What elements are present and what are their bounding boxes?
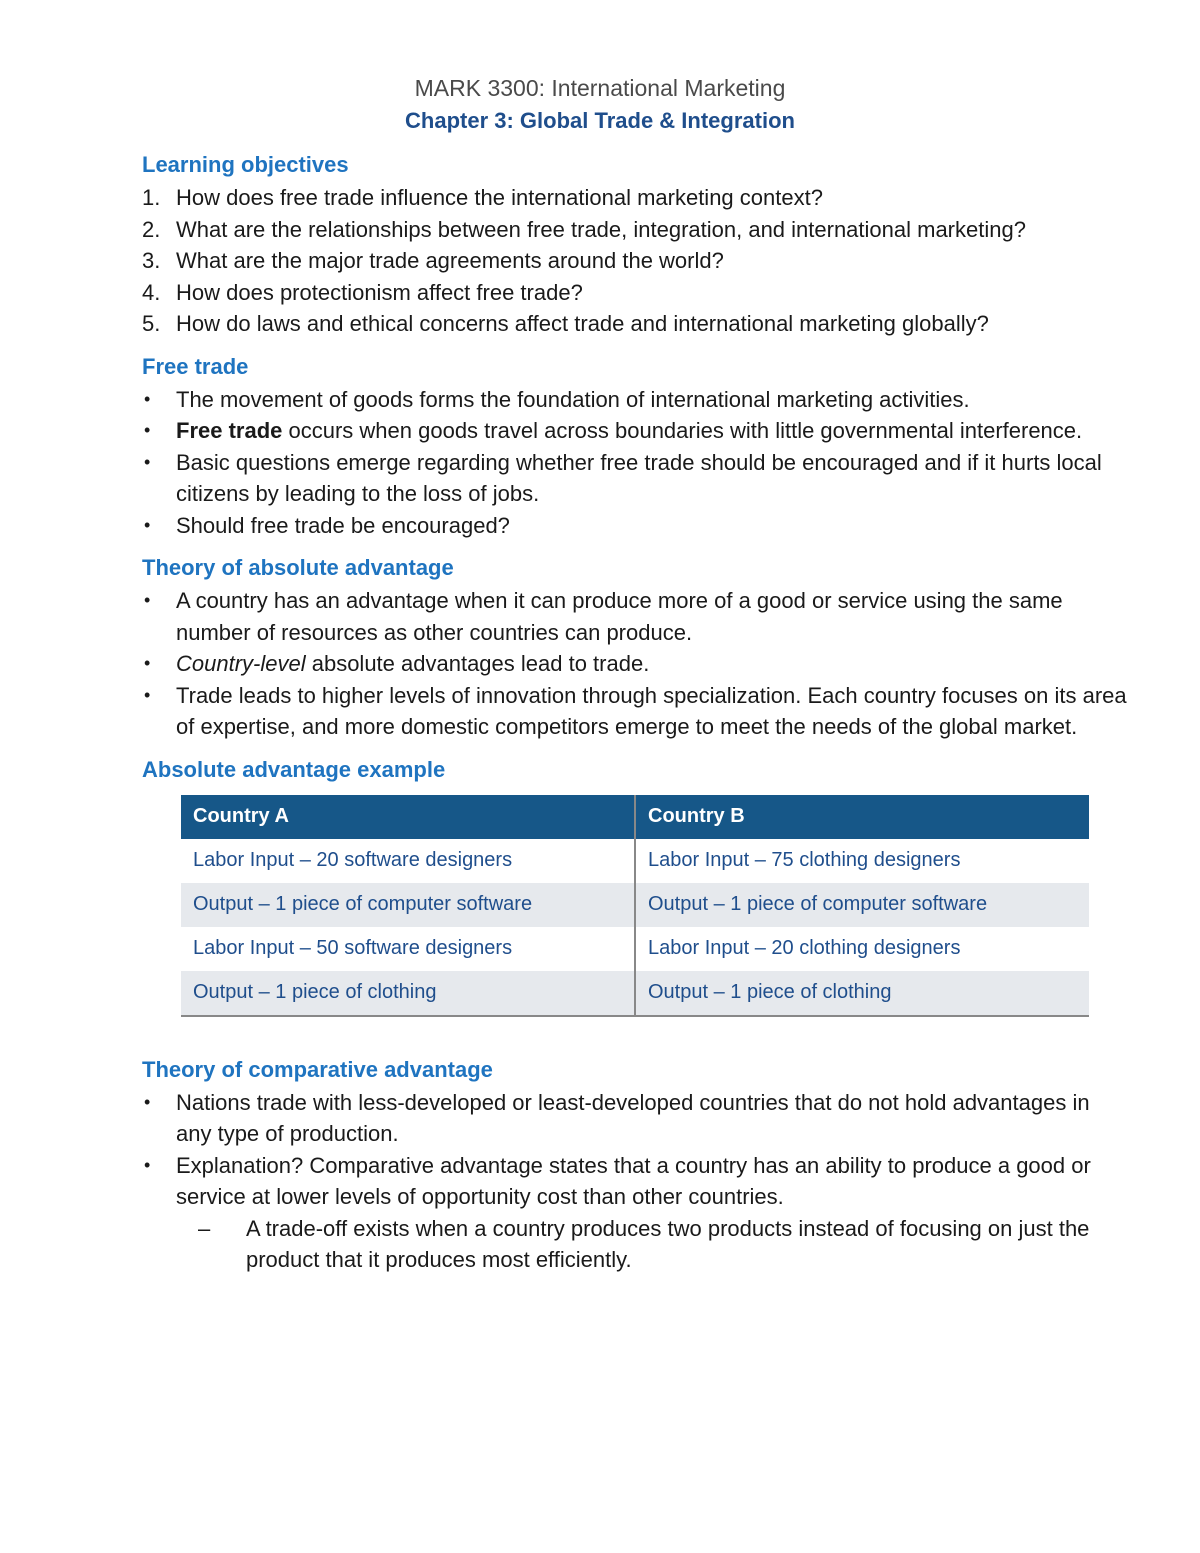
list-item <box>142 1087 1128 1150</box>
table-cell: Labor Input – 20 clothing designers <box>648 937 961 959</box>
objective-text: How does protectionism affect free trade? <box>176 279 583 305</box>
list-item <box>142 680 1128 743</box>
bullet-text: absolute advantages lead to trade. <box>305 651 650 676</box>
section-heading: Theory of comparative advantage <box>142 1056 493 1082</box>
list-item <box>142 277 1128 309</box>
section-heading: Free trade <box>142 353 249 379</box>
bullet-text: Trade leads to higher levels of innovation through specialization. Each country focuses on its area of expertise, and more domestic competitors emerge to meet the needs of the global market. <box>176 682 1127 739</box>
course-title: MARK 3300: International Marketing <box>414 75 786 101</box>
table-row <box>181 927 1089 971</box>
section-heading: Theory of absolute advantage <box>142 555 454 580</box>
bullet-list <box>142 384 1128 542</box>
list-item <box>142 510 1128 542</box>
section-heading: Absolute advantage example <box>142 756 446 782</box>
bullet-text: The movement of goods forms the foundation of international marketing activities. <box>176 386 970 412</box>
list-item <box>142 1150 1128 1213</box>
table-row <box>181 839 1089 883</box>
objective-text: What are the major trade agreements around the world? <box>176 248 724 273</box>
free-trade-section <box>142 352 1128 542</box>
table-header-row <box>181 795 1089 839</box>
learning-objectives-section <box>142 150 1128 340</box>
bullet-text: Basic questions emerge regarding whether free trade should be encouraged and if it hurts local citizens by leading to the loss of jobs. <box>176 449 1102 506</box>
list-item <box>142 214 1128 246</box>
list-number: 2. <box>142 216 161 242</box>
bullet-icon: • <box>144 590 151 610</box>
column-header: Country B <box>635 795 1089 839</box>
table-cell: Labor Input – 75 clothing designers <box>648 849 961 871</box>
table-cell: Labor Input – 20 software designers <box>181 839 635 883</box>
bullet-icon: • <box>144 451 151 472</box>
sub-bullet <box>142 1213 1128 1276</box>
table-row <box>181 971 1089 1016</box>
list-number: 4. <box>142 279 161 305</box>
bullet-icon: • <box>144 420 151 440</box>
list-item <box>142 245 1128 277</box>
list-item <box>142 182 1128 214</box>
bullet-list <box>142 1087 1128 1213</box>
bullet-icon: • <box>144 1091 151 1112</box>
list-item <box>142 415 1128 447</box>
list-item <box>142 308 1128 340</box>
table-cell: Labor Input – 50 software designers <box>181 927 635 971</box>
comparative-advantage-section <box>142 1055 1128 1276</box>
dash-icon: – <box>198 1215 211 1241</box>
table-cell: Output – 1 piece of clothing <box>181 971 635 1016</box>
list-item <box>142 648 1128 680</box>
table-cell: Output – 1 piece of clothing <box>635 971 1089 1016</box>
bullet-list <box>142 585 1128 743</box>
bullet-text: occurs when goods travel across boundaries with little governmental interference. <box>282 418 1083 443</box>
bullet-icon: • <box>144 1154 151 1175</box>
section-heading: Learning objectives <box>142 152 349 177</box>
absolute-advantage-table <box>181 795 1089 1017</box>
list-number: 1. <box>142 185 161 210</box>
absolute-advantage-section <box>142 553 1128 743</box>
example-section <box>142 755 1128 1017</box>
list-item <box>142 384 1128 416</box>
list-number: 3. <box>142 248 161 273</box>
table-cell: Output – 1 piece of computer software <box>635 883 1089 927</box>
bullet-icon: • <box>144 684 151 705</box>
bullet-icon: • <box>144 653 151 673</box>
objective-text: What are the relationships between free trade, integration, and international marketing? <box>176 216 1026 242</box>
italic-term: Country-level <box>176 651 306 676</box>
table-cell: Output – 1 piece of computer software <box>181 883 635 927</box>
bullet-icon: • <box>144 514 151 535</box>
column-header: Country A <box>181 795 635 839</box>
bullet-text: A country has an advantage when it can produce more of a good or service using the same number of resources as other countries can produce. <box>176 588 1063 645</box>
list-item <box>142 447 1128 510</box>
list-item <box>142 585 1128 648</box>
bold-term: Free trade <box>176 418 283 443</box>
list-number: 5. <box>142 311 161 336</box>
bullet-text: Explanation? Comparative advantage states that a country has an ability to produce a good or service at lower levels of opportunity cost than other countries. <box>176 1152 1091 1209</box>
objectives-list <box>142 182 1128 340</box>
table-row <box>181 883 1089 927</box>
sub-bullet-text: A trade-off exists when a country produces two products instead of focusing on just the product that it produces most efficiently. <box>246 1215 1090 1272</box>
bullet-icon: • <box>144 388 151 409</box>
bullet-text: Nations trade with less-developed or least-developed countries that do not hold advantages in any type of production. <box>176 1089 1090 1146</box>
objective-text: How do laws and ethical concerns affect trade and international marketing globally? <box>176 311 989 336</box>
chapter-title: Chapter 3: Global Trade & Integration <box>405 108 795 133</box>
bullet-text: Should free trade be encouraged? <box>176 512 510 538</box>
objective-text: How does free trade influence the international marketing context? <box>176 185 823 210</box>
